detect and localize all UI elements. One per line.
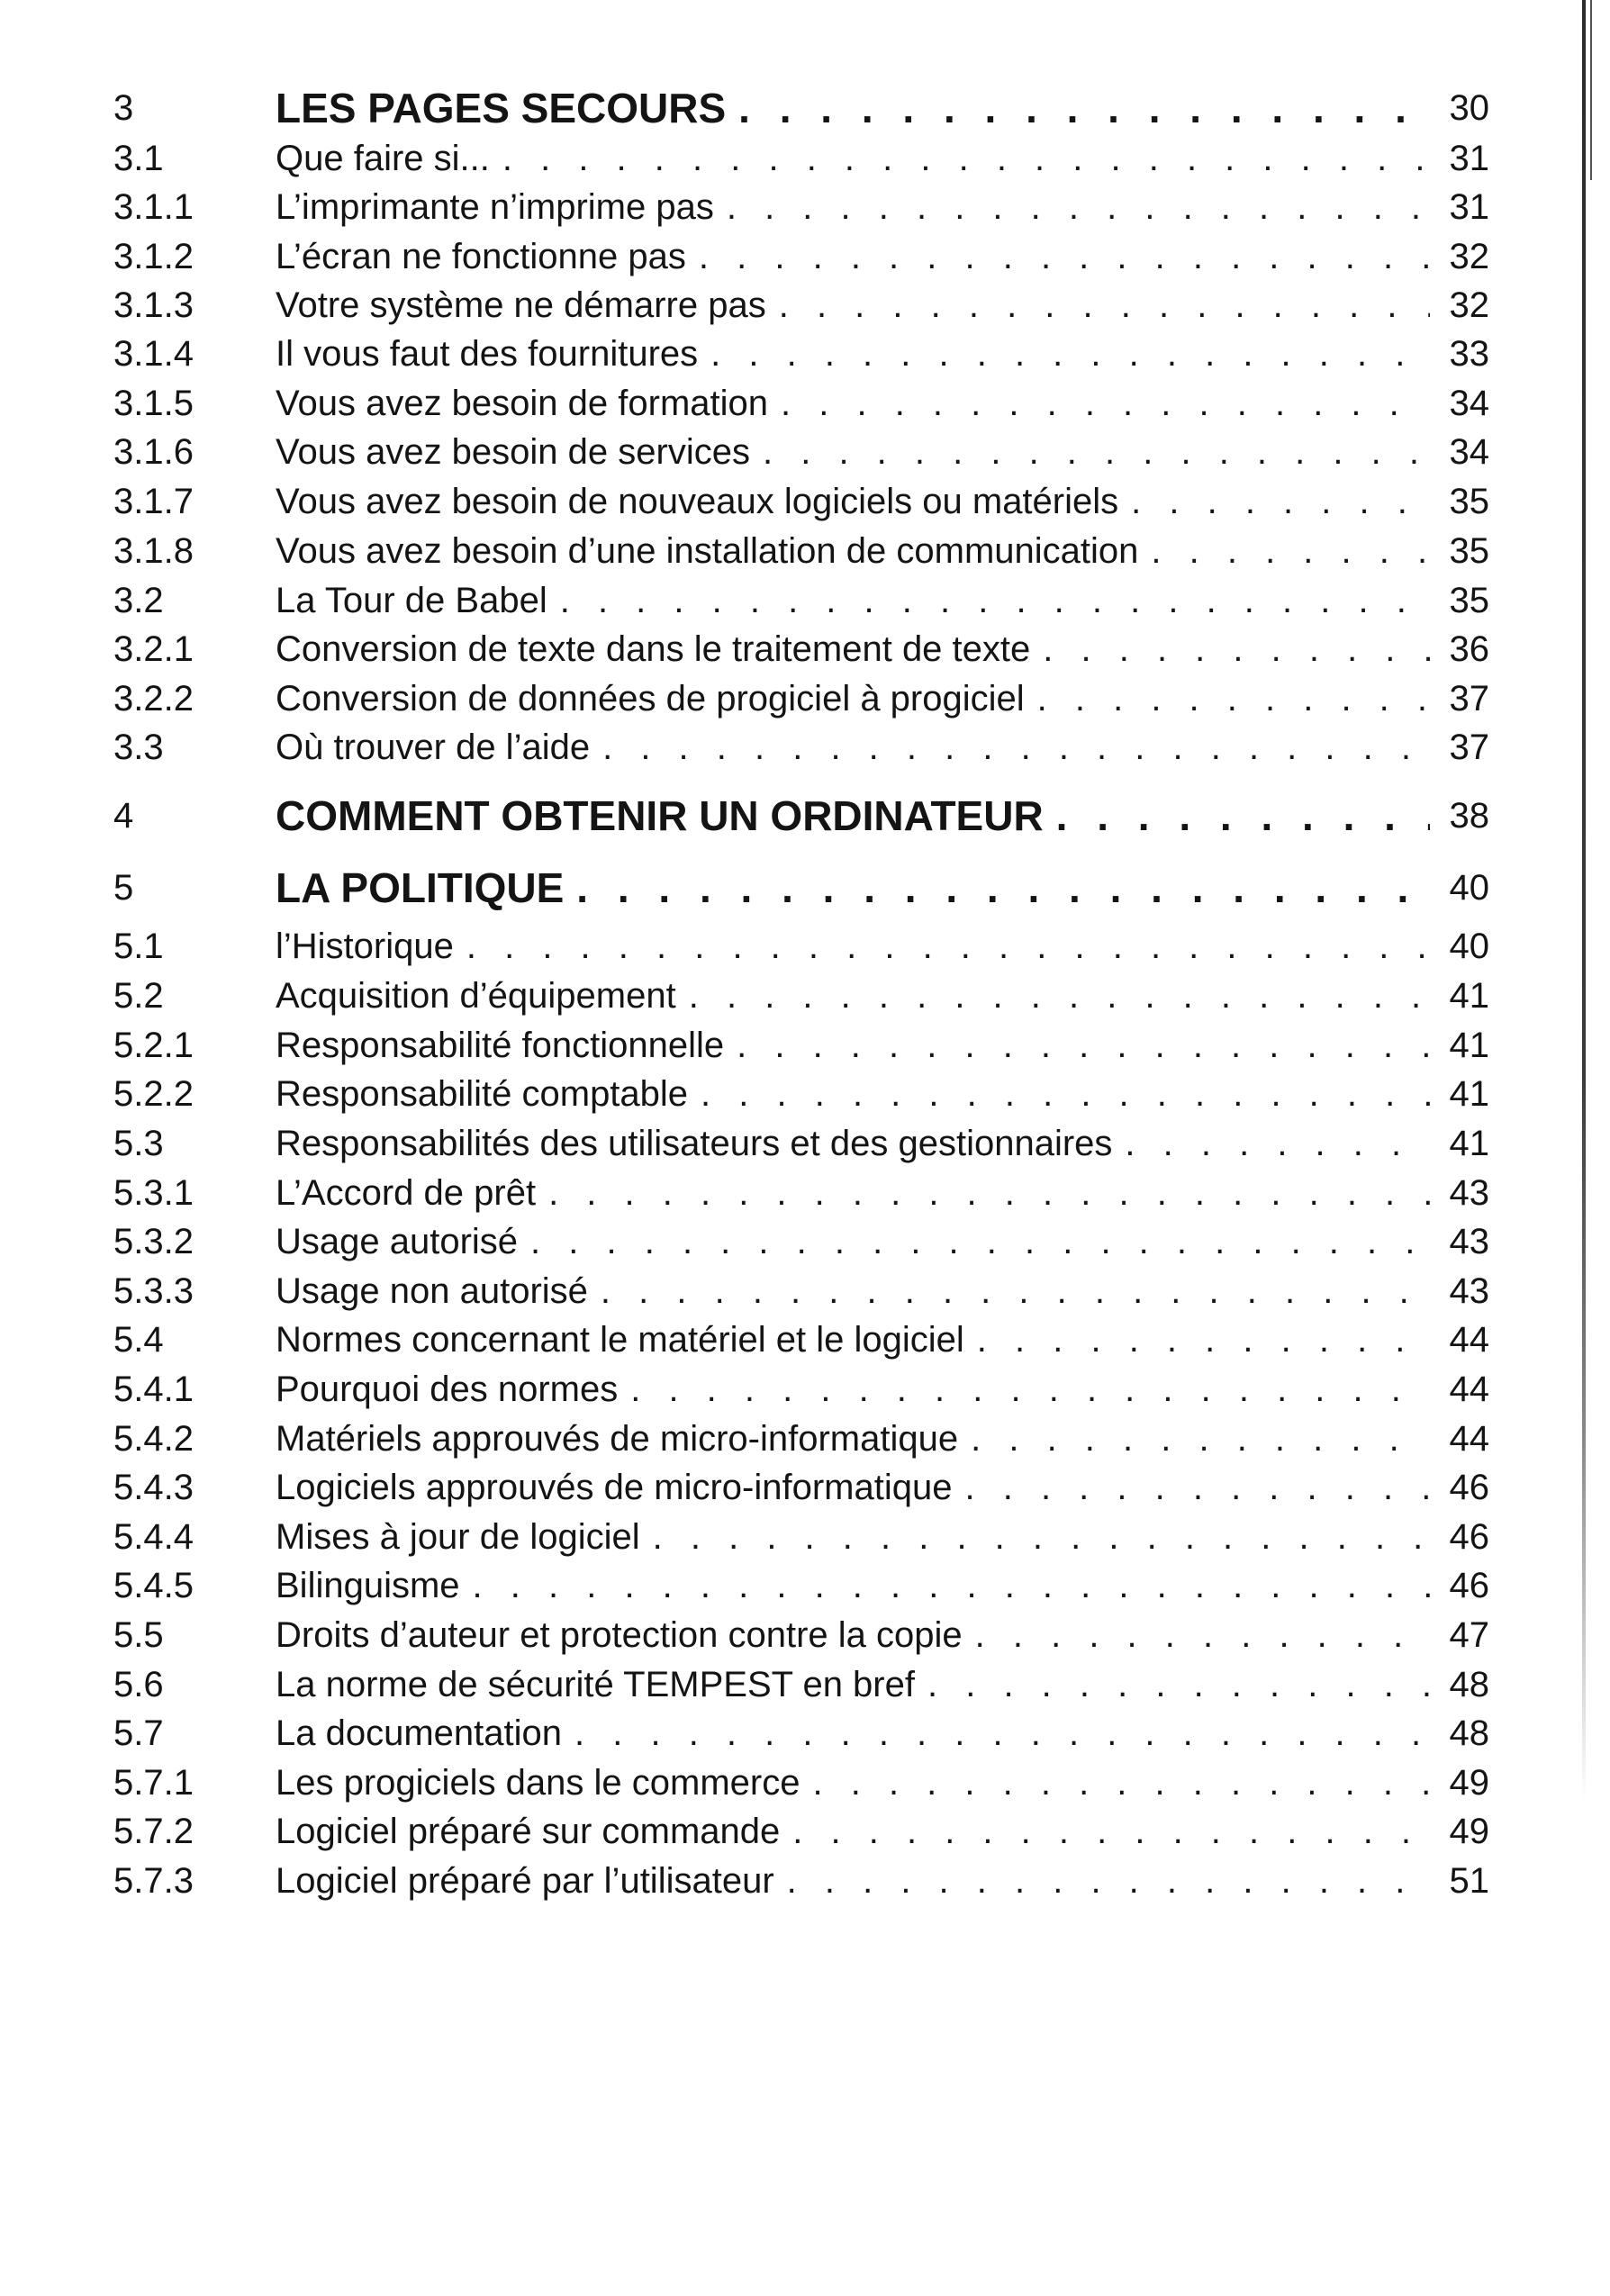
toc-entry-number: 5.2.2 bbox=[113, 1074, 194, 1114]
toc-entry bbox=[0, 675, 1610, 722]
toc-entry-dot-leader bbox=[977, 1316, 1430, 1363]
toc-entry-dot-leader bbox=[1131, 478, 1430, 525]
toc-entry-number: 3.1.3 bbox=[113, 285, 194, 325]
toc-entry-title-wrap bbox=[276, 1612, 1430, 1659]
toc-entry-page-number: 34 bbox=[1449, 384, 1489, 423]
scan-edge-line-thin bbox=[1590, 0, 1592, 180]
toc-entry-dot-leader bbox=[601, 1268, 1430, 1315]
toc-entry-dot-leader bbox=[630, 1366, 1430, 1413]
toc-entry-title-wrap bbox=[276, 330, 1430, 377]
toc-entry-dot-leader bbox=[1037, 675, 1430, 722]
toc-entry-title-wrap bbox=[276, 1268, 1430, 1315]
toc-entry-page-number: 49 bbox=[1449, 1812, 1489, 1851]
toc-entry bbox=[0, 1415, 1610, 1462]
toc-entry bbox=[0, 1710, 1610, 1757]
toc-entry-title-wrap bbox=[276, 184, 1430, 231]
toc-entry-dot-leader bbox=[781, 380, 1430, 427]
toc-entry-dot-leader bbox=[787, 1858, 1430, 1904]
toc-entry-title: La Tour de Babel bbox=[276, 581, 547, 620]
scan-edge-line bbox=[1582, 0, 1586, 1801]
toc-entry-title: Vous avez besoin de nouveaux logiciels ou matériels bbox=[276, 482, 1119, 521]
toc-entry-number: 5.3.3 bbox=[113, 1271, 194, 1311]
toc-entry-title-wrap bbox=[276, 380, 1430, 427]
toc-entry-dot-leader bbox=[548, 1170, 1430, 1216]
toc-entry-page-number: 44 bbox=[1449, 1369, 1489, 1409]
toc-entry bbox=[0, 1120, 1610, 1167]
toc-entry bbox=[0, 1071, 1610, 1117]
toc-entry bbox=[0, 1562, 1610, 1609]
toc-entry-title: Pourquoi des normes bbox=[276, 1369, 619, 1409]
toc-entry bbox=[0, 792, 1610, 839]
toc-entry-number: 3.3 bbox=[113, 728, 164, 767]
toc-entry-number: 5.5 bbox=[113, 1615, 164, 1655]
toc-entry bbox=[0, 233, 1610, 280]
toc-entry bbox=[0, 478, 1610, 525]
toc-entry-dot-leader bbox=[1151, 528, 1430, 574]
toc-entry-page-number: 43 bbox=[1449, 1222, 1489, 1261]
toc-entry-title-wrap bbox=[276, 1071, 1430, 1117]
toc-entry-number: 5.7.2 bbox=[113, 1812, 194, 1851]
toc-entry-title: LA POLITIQUE bbox=[276, 864, 565, 911]
toc-entry-page-number: 49 bbox=[1449, 1763, 1489, 1803]
toc-entry-title-wrap bbox=[276, 1562, 1430, 1609]
toc-entry-title: Responsabilités des utilisateurs et des gestionnaires bbox=[276, 1124, 1113, 1163]
toc-entry-dot-leader bbox=[574, 1710, 1430, 1757]
toc-entry bbox=[0, 1759, 1610, 1806]
toc-entry-dot-leader bbox=[689, 972, 1430, 1019]
toc-entry-title-wrap bbox=[276, 1218, 1430, 1265]
toc-entry-dot-leader bbox=[964, 1464, 1430, 1511]
toc-entry-number: 3.1.5 bbox=[113, 384, 194, 423]
toc-entry-title: Où trouver de l’aide bbox=[276, 728, 591, 767]
toc-entry-number: 5.4.4 bbox=[113, 1517, 194, 1557]
toc-entry-number: 5.2 bbox=[113, 976, 164, 1016]
toc-entry-dot-leader bbox=[1056, 792, 1430, 839]
toc-entry bbox=[0, 724, 1610, 771]
toc-entry-title: Logiciel préparé par l’utilisateur bbox=[276, 1861, 774, 1901]
toc-entry-number: 3 bbox=[113, 88, 134, 128]
toc-entry-dot-leader bbox=[812, 1759, 1430, 1806]
toc-entry-title: LES PAGES SECOURS bbox=[276, 85, 727, 131]
toc-entry-number: 3.1.6 bbox=[113, 432, 194, 472]
toc-entry bbox=[0, 1316, 1610, 1363]
toc-entry-title-wrap bbox=[276, 233, 1430, 280]
toc-entry-title: L’Accord de prêt bbox=[276, 1173, 537, 1213]
toc-entry-page-number: 41 bbox=[1449, 1074, 1489, 1114]
toc-entry-number: 3.2.1 bbox=[113, 629, 194, 669]
toc-entry-title: Droits d’auteur et protection contre la copie bbox=[276, 1615, 963, 1655]
toc-entry-number: 5.3.2 bbox=[113, 1222, 194, 1261]
toc-entry-number: 5.3.1 bbox=[113, 1173, 194, 1213]
toc-entry-title-wrap bbox=[276, 135, 1430, 182]
toc-entry bbox=[0, 184, 1610, 231]
toc-entry bbox=[0, 1661, 1610, 1708]
toc-entry-title: La norme de sécurité TEMPEST en bref bbox=[276, 1665, 915, 1704]
toc-entry bbox=[0, 1218, 1610, 1265]
toc-entry-page-number: 31 bbox=[1449, 139, 1489, 178]
toc-entry-page-number: 44 bbox=[1449, 1419, 1489, 1459]
toc-entry bbox=[0, 1858, 1610, 1904]
toc-entry-page-number: 40 bbox=[1449, 868, 1489, 908]
toc-entry-title-wrap bbox=[276, 577, 1430, 624]
toc-entry-number: 5.7 bbox=[113, 1713, 164, 1753]
toc-entry-dot-leader bbox=[502, 135, 1430, 182]
toc-entry-page-number: 41 bbox=[1449, 976, 1489, 1016]
toc-entry-number: 3.2.2 bbox=[113, 679, 194, 719]
toc-entry-number: 5.4.2 bbox=[113, 1419, 194, 1459]
toc-entry-page-number: 32 bbox=[1449, 285, 1489, 325]
toc-entry-title: Conversion de données de progiciel à progiciel bbox=[276, 679, 1025, 719]
toc-entry bbox=[0, 923, 1610, 970]
toc-entry-page-number: 30 bbox=[1449, 88, 1489, 128]
toc-entry-dot-leader bbox=[1043, 626, 1430, 673]
toc-entry-title: Normes concernant le matériel et le logiciel bbox=[276, 1320, 964, 1360]
toc-entry-title: Mises à jour de logiciel bbox=[276, 1517, 640, 1557]
toc-entry bbox=[0, 1808, 1610, 1855]
toc-entry-page-number: 46 bbox=[1449, 1468, 1489, 1507]
toc-entry-number: 3.2 bbox=[113, 581, 164, 620]
toc-entry-dot-leader bbox=[576, 864, 1430, 911]
toc-entry-dot-leader bbox=[763, 429, 1430, 475]
toc-entry-dot-leader bbox=[530, 1218, 1430, 1265]
toc-entry-title-wrap bbox=[276, 1120, 1430, 1167]
toc-entry-title: Acquisition d’équipement bbox=[276, 976, 676, 1016]
toc-entry-title: Logiciel préparé sur commande bbox=[276, 1812, 781, 1851]
toc-entry-title-wrap bbox=[276, 1316, 1430, 1363]
toc-entry-dot-leader bbox=[971, 1415, 1430, 1462]
toc-entry-number: 5.1 bbox=[113, 927, 164, 966]
toc-entry-title-wrap bbox=[276, 1415, 1430, 1462]
toc-entry-dot-leader bbox=[738, 85, 1430, 131]
toc-entry-title: Matériels approuvés de micro-informatique bbox=[276, 1419, 959, 1459]
toc-entry-dot-leader bbox=[602, 724, 1430, 771]
toc-entry bbox=[0, 1366, 1610, 1413]
toc-entry bbox=[0, 972, 1610, 1019]
toc-entry-title: Il vous faut des fournitures bbox=[276, 334, 699, 374]
toc-entry-title-wrap bbox=[276, 1022, 1430, 1069]
toc-entry bbox=[0, 1612, 1610, 1659]
toc-entry-title-wrap bbox=[276, 1759, 1430, 1806]
toc-entry-number: 3.1.7 bbox=[113, 482, 194, 521]
toc-entry-page-number: 36 bbox=[1449, 629, 1489, 669]
toc-entry bbox=[0, 528, 1610, 574]
toc-entry-page-number: 33 bbox=[1449, 334, 1489, 374]
toc-entry-number: 5.7.1 bbox=[113, 1763, 194, 1803]
toc-entry-title-wrap bbox=[276, 675, 1430, 722]
toc-entry-page-number: 32 bbox=[1449, 237, 1489, 276]
toc-entry-dot-leader bbox=[737, 1022, 1430, 1069]
toc-entry-number: 3.1.1 bbox=[113, 187, 194, 227]
toc-entry-page-number: 34 bbox=[1449, 432, 1489, 472]
toc-entry bbox=[0, 330, 1610, 377]
toc-entry-dot-leader bbox=[699, 233, 1430, 280]
toc-entry-title-wrap bbox=[276, 923, 1430, 970]
toc-entry-dot-leader bbox=[779, 282, 1430, 329]
toc-entry-title-wrap bbox=[276, 972, 1430, 1019]
toc-entry-title: Responsabilité fonctionnelle bbox=[276, 1026, 725, 1065]
toc-entry-page-number: 38 bbox=[1449, 796, 1489, 836]
toc-entry-page-number: 35 bbox=[1449, 581, 1489, 620]
toc-entry-title: Conversion de texte dans le traitement de texte bbox=[276, 629, 1031, 669]
toc-entry bbox=[0, 864, 1610, 911]
toc-entry-dot-leader bbox=[1125, 1120, 1430, 1167]
toc-entry bbox=[0, 1268, 1610, 1315]
toc-entry-page-number: 37 bbox=[1449, 728, 1489, 767]
toc-entry-title-wrap bbox=[276, 1170, 1430, 1216]
toc-entry-title-wrap bbox=[276, 792, 1430, 839]
toc-entry bbox=[0, 282, 1610, 329]
toc-entry bbox=[0, 626, 1610, 673]
toc-entry bbox=[0, 85, 1610, 131]
toc-entry-number: 5.6 bbox=[113, 1665, 164, 1704]
toc-entry-title-wrap bbox=[276, 1366, 1430, 1413]
toc-entry-page-number: 41 bbox=[1449, 1026, 1489, 1065]
toc-entry-number: 4 bbox=[113, 796, 134, 836]
toc-entry-page-number: 47 bbox=[1449, 1615, 1489, 1655]
toc-entry-page-number: 46 bbox=[1449, 1566, 1489, 1605]
toc-entry-title-wrap bbox=[276, 85, 1430, 131]
toc-entry-page-number: 35 bbox=[1449, 531, 1489, 571]
toc-entry-page-number: 41 bbox=[1449, 1124, 1489, 1163]
toc-entry-number: 5.3 bbox=[113, 1124, 164, 1163]
toc-entry-title-wrap bbox=[276, 528, 1430, 574]
toc-entry-title: Usage non autorisé bbox=[276, 1271, 588, 1311]
toc-entry-title: Responsabilité comptable bbox=[276, 1074, 689, 1114]
toc-entry-dot-leader bbox=[727, 184, 1430, 231]
toc-entry-page-number: 51 bbox=[1449, 1861, 1489, 1901]
toc-entry bbox=[0, 1022, 1610, 1069]
toc-entry-page-number: 35 bbox=[1449, 482, 1489, 521]
toc-entry-title-wrap bbox=[276, 1710, 1430, 1757]
toc-entry-dot-leader bbox=[975, 1612, 1430, 1659]
toc-entry-dot-leader bbox=[701, 1071, 1430, 1117]
toc-entry-dot-leader bbox=[653, 1514, 1430, 1560]
toc-entry-number: 3.1 bbox=[113, 139, 164, 178]
toc-entry-page-number: 48 bbox=[1449, 1713, 1489, 1753]
toc-entry bbox=[0, 1514, 1610, 1560]
toc-entry-title: Vous avez besoin d’une installation de communication bbox=[276, 531, 1139, 571]
toc-entry-dot-leader bbox=[710, 330, 1430, 377]
toc-entry-title: Usage autorisé bbox=[276, 1222, 519, 1261]
toc-entry-number: 3.1.8 bbox=[113, 531, 194, 571]
toc-entry-page-number: 44 bbox=[1449, 1320, 1489, 1360]
toc-entry-dot-leader bbox=[927, 1661, 1430, 1708]
toc-entry-number: 5.4.3 bbox=[113, 1468, 194, 1507]
toc-entry-page-number: 31 bbox=[1449, 187, 1489, 227]
toc-entry-number: 5.4 bbox=[113, 1320, 164, 1360]
toc-entry-number: 5.4.1 bbox=[113, 1369, 194, 1409]
toc-entry-title-wrap bbox=[276, 1808, 1430, 1855]
toc-entry-title-wrap bbox=[276, 478, 1430, 525]
toc-entry-page-number: 37 bbox=[1449, 679, 1489, 719]
toc-entry-dot-leader bbox=[560, 577, 1430, 624]
toc-entry-title: l’Historique bbox=[276, 927, 454, 966]
toc-entry-page-number: 40 bbox=[1449, 927, 1489, 966]
toc-entry-page-number: 43 bbox=[1449, 1173, 1489, 1213]
toc-entry-title: Vous avez besoin de formation bbox=[276, 384, 769, 423]
toc-entry-number: 3.1.4 bbox=[113, 334, 194, 374]
toc-entry-page-number: 46 bbox=[1449, 1517, 1489, 1557]
toc-entry-title-wrap bbox=[276, 1464, 1430, 1511]
toc-entry-title-wrap bbox=[276, 1514, 1430, 1560]
toc-entry-page-number: 43 bbox=[1449, 1271, 1489, 1311]
toc-entry-title-wrap bbox=[276, 626, 1430, 673]
toc-entry-title: Logiciels approuvés de micro-informatique bbox=[276, 1468, 953, 1507]
toc-entry-title-wrap bbox=[276, 1661, 1430, 1708]
toc-entry-dot-leader bbox=[473, 1562, 1430, 1609]
toc-entry-number: 5 bbox=[113, 868, 134, 908]
toc-entry-title-wrap bbox=[276, 1858, 1430, 1904]
toc-entry-title: L’imprimante n’imprime pas bbox=[276, 187, 714, 227]
toc-entry-title-wrap bbox=[276, 724, 1430, 771]
toc-entry bbox=[0, 380, 1610, 427]
toc-entry-title: Les progiciels dans le commerce bbox=[276, 1763, 800, 1803]
toc-entry bbox=[0, 429, 1610, 475]
toc-entry-title-wrap bbox=[276, 282, 1430, 329]
toc-entry-title: Bilinguisme bbox=[276, 1566, 460, 1605]
toc-entry-title: COMMENT OBTENIR UN ORDINATEUR bbox=[276, 792, 1044, 839]
toc-entry-page-number: 48 bbox=[1449, 1665, 1489, 1704]
toc-entry-title: Vous avez besoin de services bbox=[276, 432, 750, 472]
toc-entry-number: 5.7.3 bbox=[113, 1861, 194, 1901]
toc-entry-title-wrap bbox=[276, 429, 1430, 475]
toc-entry bbox=[0, 577, 1610, 624]
toc-entry-dot-leader bbox=[466, 923, 1430, 970]
toc-entry bbox=[0, 135, 1610, 182]
toc-entry-dot-leader bbox=[792, 1808, 1430, 1855]
toc-entry-number: 3.1.2 bbox=[113, 237, 194, 276]
toc-entry-title: Votre système ne démarre pas bbox=[276, 285, 766, 325]
toc-entry bbox=[0, 1170, 1610, 1216]
toc-entry-number: 5.2.1 bbox=[113, 1026, 194, 1065]
toc-entry-number: 5.4.5 bbox=[113, 1566, 194, 1605]
toc-entry bbox=[0, 1464, 1610, 1511]
toc-entry-title: La documentation bbox=[276, 1713, 563, 1753]
toc-entry-title: L’écran ne fonctionne pas bbox=[276, 237, 686, 276]
toc-entry-title: Que faire si... bbox=[276, 139, 490, 178]
toc-entry-title-wrap bbox=[276, 864, 1430, 911]
